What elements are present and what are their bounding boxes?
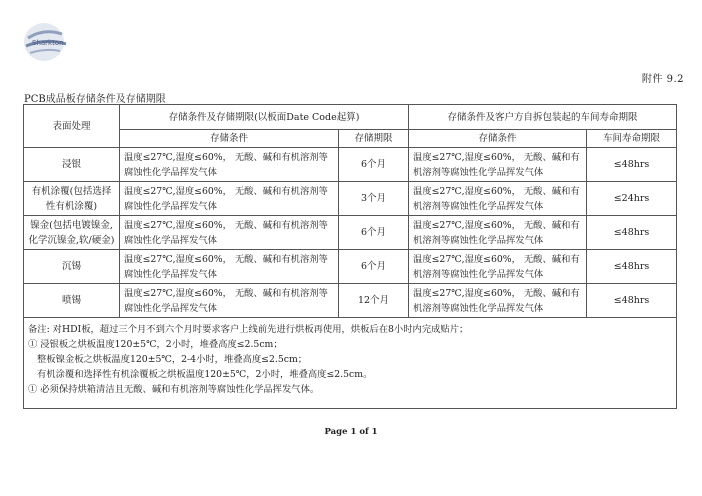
condition-cell-2: 温度≤27℃,湿度≤60%， 无酸、碱和有机溶剂等腐蚀性化学品挥发气体: [409, 182, 587, 216]
annex-label: 附件 9.2: [641, 74, 684, 85]
surface-cell: 沉锡: [24, 250, 120, 284]
life-cell: ≤48hrs: [587, 216, 677, 250]
table-row: [24, 250, 677, 284]
header-storage-period-group: 存储条件及存储期限(以板面Date Code起算): [120, 105, 409, 130]
period-cell: 6个月: [339, 250, 409, 284]
condition-cell-2: 温度≤27℃,湿度≤60%， 无酸、碱和有机溶剂等腐蚀性化学品挥发气体: [409, 284, 587, 318]
header-surface: 表面处理: [24, 105, 120, 148]
condition-cell-2: 温度≤27℃,湿度≤60%， 无酸、碱和有机溶剂等腐蚀性化学品挥发气体: [409, 148, 587, 182]
condition-cell: 温度≤27℃,湿度≤60%， 无酸、碱和有机溶剂等腐蚀性化学品挥发气体: [120, 148, 339, 182]
condition-cell-2: 温度≤27℃,湿度≤60%， 无酸、碱和有机溶剂等腐蚀性化学品挥发气体: [409, 216, 587, 250]
period-cell: 12个月: [339, 284, 409, 318]
table-row: [24, 284, 677, 318]
note-line: ① 必须保持烘箱清洁且无酸、碱和有机溶剂等腐蚀性化学品挥发气体。: [28, 384, 320, 395]
surface-cell: 浸银: [24, 148, 120, 182]
period-cell: 6个月: [339, 148, 409, 182]
table-row: [24, 216, 677, 250]
notes-cell: [24, 318, 677, 409]
note-line: 有机涂覆和选择性有机涂覆板之烘板温度120±5℃，2小时，堆叠高度≤2.5cm。: [37, 369, 373, 380]
subheader-condition-2: 存储条件: [409, 130, 587, 148]
condition-cell: 温度≤27℃,湿度≤60%， 无酸、碱和有机溶剂等腐蚀性化学品挥发气体: [120, 250, 339, 284]
period-cell: 6个月: [339, 216, 409, 250]
storage-spec-table: [23, 104, 677, 409]
subheader-condition: 存储条件: [120, 130, 339, 148]
note-line: 备注: 对HDI板，超过三个月不到六个月时要求客户上线前先进行烘板再使用，烘板后在8小时内完成贴片；: [28, 324, 469, 335]
life-cell: ≤48hrs: [587, 148, 677, 182]
page-number: Page 1 of 1: [324, 427, 378, 437]
subheader-life: 车间寿命期限: [587, 130, 677, 148]
life-cell: ≤24hrs: [587, 182, 677, 216]
note-line: ① 浸银板之烘板温度120±5℃，2小时，堆叠高度≤2.5cm；: [28, 339, 283, 350]
condition-cell: 温度≤27℃,湿度≤60%， 无酸、碱和有机溶剂等腐蚀性化学品挥发气体: [120, 216, 339, 250]
subheader-period: 存储期限: [339, 130, 409, 148]
document-title: PCB成品板存储条件及存储期限: [24, 94, 166, 105]
period-cell: 3个月: [339, 182, 409, 216]
life-cell: ≤48hrs: [587, 284, 677, 318]
company-logo: [22, 18, 80, 66]
surface-cell: 镍金(包括电镀镍金,化学沉镍金,软/硬金): [24, 216, 120, 250]
table-row: [24, 182, 677, 216]
note-line: 整板镍金板之烘板温度120±5℃，2-4小时，堆叠高度≤2.5cm；: [37, 354, 308, 365]
surface-cell: 有机涂覆(包括选择性有机涂覆): [24, 182, 120, 216]
condition-cell: 温度≤27℃,湿度≤60%， 无酸、碱和有机溶剂等腐蚀性化学品挥发气体: [120, 284, 339, 318]
header-workshop-life-group: 存储条件及客户方自拆包装起的车间寿命期限: [409, 105, 677, 130]
condition-cell-2: 温度≤27℃,湿度≤60%， 无酸、碱和有机溶剂等腐蚀性化学品挥发气体: [409, 250, 587, 284]
svg-text:Sharkton: Sharkton: [32, 39, 64, 47]
table-row: [24, 148, 677, 182]
life-cell: ≤48hrs: [587, 250, 677, 284]
condition-cell: 温度≤27℃,湿度≤60%， 无酸、碱和有机溶剂等腐蚀性化学品挥发气体: [120, 182, 339, 216]
surface-cell: 喷锡: [24, 284, 120, 318]
